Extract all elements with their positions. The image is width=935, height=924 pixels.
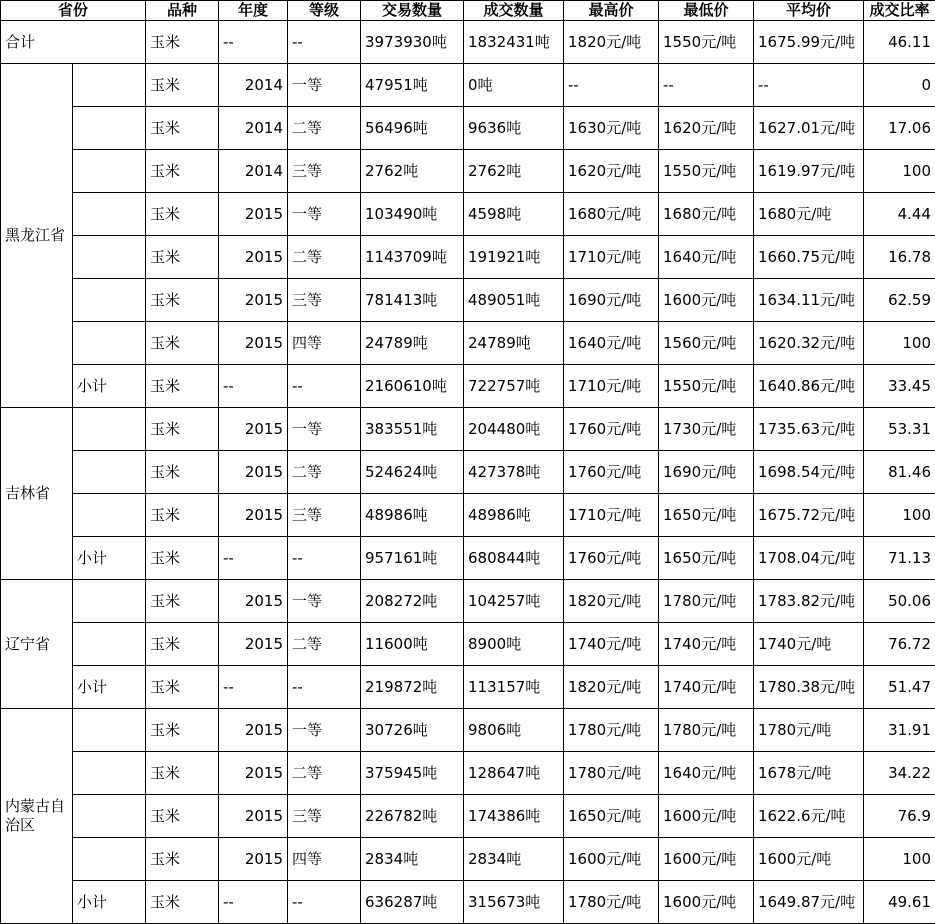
cell-trade-qty: 48986吨 <box>361 494 464 537</box>
cell-min-price: 1650元/吨 <box>659 494 754 537</box>
cell-year: 2015 <box>219 279 288 322</box>
cell-subtotal-label <box>73 580 146 623</box>
cell-min-price: 1780元/吨 <box>659 709 754 752</box>
table-row-subtotal <box>1 666 935 709</box>
cell-max-price: -- <box>564 64 659 107</box>
cell-deal-ratio: 34.22 <box>864 752 935 795</box>
cell-grade: 一等 <box>288 580 361 623</box>
cell-trade-qty: 1143709吨 <box>361 236 464 279</box>
cell-subtotal-label: 小计 <box>73 537 146 580</box>
cell-deal-ratio: 31.91 <box>864 709 935 752</box>
cell-variety: 玉米 <box>146 537 219 580</box>
cell-subtotal-label: 小计 <box>73 881 146 924</box>
cell-avg-price: 1675.99元/吨 <box>754 21 864 64</box>
cell-deal-ratio: 4.44 <box>864 193 935 236</box>
cell-deal-ratio: 17.06 <box>864 107 935 150</box>
cell-min-price: 1550元/吨 <box>659 365 754 408</box>
cell-avg-price: 1600元/吨 <box>754 838 864 881</box>
cell-subtotal-label: 小计 <box>73 365 146 408</box>
cell-year: 2015 <box>219 236 288 279</box>
cell-deal-qty: 8900吨 <box>464 623 564 666</box>
cell-subtotal-label <box>73 150 146 193</box>
cell-grade: 二等 <box>288 752 361 795</box>
table-row <box>1 107 935 150</box>
col-header-year: 年度 <box>219 1 288 21</box>
cell-max-price: 1780元/吨 <box>564 752 659 795</box>
cell-subtotal-label <box>73 408 146 451</box>
cell-grade: 四等 <box>288 322 361 365</box>
cell-deal-qty: 174386吨 <box>464 795 564 838</box>
cell-avg-price: 1698.54元/吨 <box>754 451 864 494</box>
cell-avg-price: 1735.63元/吨 <box>754 408 864 451</box>
cell-avg-price: 1620.32元/吨 <box>754 322 864 365</box>
cell-deal-ratio: 49.61 <box>864 881 935 924</box>
cell-deal-qty: 204480吨 <box>464 408 564 451</box>
cell-deal-ratio: 0 <box>864 64 935 107</box>
cell-avg-price: 1783.82元/吨 <box>754 580 864 623</box>
cell-deal-qty: 2834吨 <box>464 838 564 881</box>
cell-variety: 玉米 <box>146 279 219 322</box>
table-body <box>1 21 935 924</box>
cell-max-price: 1650元/吨 <box>564 795 659 838</box>
cell-min-price: 1550元/吨 <box>659 150 754 193</box>
cell-avg-price: 1622.6元/吨 <box>754 795 864 838</box>
table-row-subtotal <box>1 537 935 580</box>
cell-year: 2014 <box>219 150 288 193</box>
cell-grade: 二等 <box>288 623 361 666</box>
cell-min-price: 1600元/吨 <box>659 881 754 924</box>
cell-grade: 三等 <box>288 795 361 838</box>
cell-trade-qty: 208272吨 <box>361 580 464 623</box>
cell-max-price: 1620元/吨 <box>564 150 659 193</box>
cell-trade-qty: 2762吨 <box>361 150 464 193</box>
table-row-total <box>1 21 935 64</box>
cell-deal-qty: 315673吨 <box>464 881 564 924</box>
cell-max-price: 1600元/吨 <box>564 838 659 881</box>
table-row <box>1 709 935 752</box>
cell-subtotal-label <box>73 279 146 322</box>
table-row <box>1 451 935 494</box>
cell-year: -- <box>219 21 288 64</box>
table-row <box>1 838 935 881</box>
cell-max-price: 1760元/吨 <box>564 537 659 580</box>
table-row <box>1 795 935 838</box>
cell-grade: 三等 <box>288 279 361 322</box>
cell-min-price: 1600元/吨 <box>659 838 754 881</box>
cell-grade: 二等 <box>288 236 361 279</box>
cell-trade-qty: 47951吨 <box>361 64 464 107</box>
cell-trade-qty: 375945吨 <box>361 752 464 795</box>
cell-province: 辽宁省 <box>1 580 73 709</box>
table-row <box>1 193 935 236</box>
table-row <box>1 64 935 107</box>
cell-deal-ratio: 16.78 <box>864 236 935 279</box>
cell-year: 2015 <box>219 752 288 795</box>
cell-subtotal-label: 小计 <box>73 666 146 709</box>
cell-year: 2015 <box>219 838 288 881</box>
cell-trade-qty: 226782吨 <box>361 795 464 838</box>
cell-avg-price: 1634.11元/吨 <box>754 279 864 322</box>
cell-avg-price: 1619.97元/吨 <box>754 150 864 193</box>
cell-deal-qty: 24789吨 <box>464 322 564 365</box>
cell-deal-ratio: 71.13 <box>864 537 935 580</box>
table-row <box>1 623 935 666</box>
table-row <box>1 150 935 193</box>
cell-avg-price: 1780.38元/吨 <box>754 666 864 709</box>
table-row <box>1 752 935 795</box>
cell-min-price: 1740元/吨 <box>659 623 754 666</box>
cell-subtotal-label <box>73 107 146 150</box>
cell-province: 黑龙江省 <box>1 64 73 408</box>
cell-deal-ratio: 46.11 <box>864 21 935 64</box>
cell-trade-qty: 383551吨 <box>361 408 464 451</box>
cell-grade: 一等 <box>288 193 361 236</box>
cell-deal-qty: 9806吨 <box>464 709 564 752</box>
cell-variety: 玉米 <box>146 64 219 107</box>
cell-min-price: 1690元/吨 <box>659 451 754 494</box>
cell-grade: -- <box>288 666 361 709</box>
cell-variety: 玉米 <box>146 365 219 408</box>
cell-subtotal-label <box>73 623 146 666</box>
col-header-deal-qty: 成交数量 <box>464 1 564 21</box>
col-header-min-price: 最低价 <box>659 1 754 21</box>
cell-year: 2014 <box>219 107 288 150</box>
cell-avg-price: 1708.04元/吨 <box>754 537 864 580</box>
cell-deal-ratio: 62.59 <box>864 279 935 322</box>
cell-trade-qty: 957161吨 <box>361 537 464 580</box>
table-header-row <box>1 1 935 21</box>
cell-max-price: 1680元/吨 <box>564 193 659 236</box>
cell-grade: -- <box>288 881 361 924</box>
cell-grade: 二等 <box>288 451 361 494</box>
cell-deal-ratio: 53.31 <box>864 408 935 451</box>
cell-variety: 玉米 <box>146 580 219 623</box>
col-header-deal-ratio: 成交比率 <box>864 1 935 21</box>
cell-max-price: 1710元/吨 <box>564 494 659 537</box>
cell-max-price: 1760元/吨 <box>564 451 659 494</box>
cell-variety: 玉米 <box>146 494 219 537</box>
cell-min-price: 1600元/吨 <box>659 795 754 838</box>
cell-variety: 玉米 <box>146 451 219 494</box>
table-row <box>1 408 935 451</box>
cell-subtotal-label <box>73 795 146 838</box>
cell-grade: 三等 <box>288 494 361 537</box>
cell-deal-ratio: 76.72 <box>864 623 935 666</box>
cell-max-price: 1710元/吨 <box>564 236 659 279</box>
cell-avg-price: -- <box>754 64 864 107</box>
cell-variety: 玉米 <box>146 236 219 279</box>
cell-deal-qty: 128647吨 <box>464 752 564 795</box>
table-row <box>1 580 935 623</box>
cell-grade: 一等 <box>288 408 361 451</box>
cell-avg-price: 1640.86元/吨 <box>754 365 864 408</box>
col-header-variety: 品种 <box>146 1 219 21</box>
cell-avg-price: 1780元/吨 <box>754 709 864 752</box>
cell-trade-qty: 103490吨 <box>361 193 464 236</box>
col-header-max-price: 最高价 <box>564 1 659 21</box>
cell-grade: -- <box>288 21 361 64</box>
cell-subtotal-label <box>73 322 146 365</box>
cell-year: -- <box>219 365 288 408</box>
cell-deal-qty: 2762吨 <box>464 150 564 193</box>
cell-max-price: 1820元/吨 <box>564 666 659 709</box>
cell-max-price: 1820元/吨 <box>564 580 659 623</box>
cell-trade-qty: 56496吨 <box>361 107 464 150</box>
cell-max-price: 1760元/吨 <box>564 408 659 451</box>
cell-trade-qty: 524624吨 <box>361 451 464 494</box>
cell-subtotal-label <box>73 752 146 795</box>
cell-grade: -- <box>288 537 361 580</box>
cell-variety: 玉米 <box>146 838 219 881</box>
cell-variety: 玉米 <box>146 21 219 64</box>
cell-variety: 玉米 <box>146 752 219 795</box>
cell-year: -- <box>219 666 288 709</box>
cell-deal-ratio: 100 <box>864 150 935 193</box>
cell-year: 2015 <box>219 795 288 838</box>
cell-year: 2015 <box>219 580 288 623</box>
cell-min-price: 1640元/吨 <box>659 236 754 279</box>
cell-grade: 一等 <box>288 709 361 752</box>
cell-min-price: 1650元/吨 <box>659 537 754 580</box>
col-header-trade-qty: 交易数量 <box>361 1 464 21</box>
cell-trade-qty: 219872吨 <box>361 666 464 709</box>
table-row <box>1 236 935 279</box>
cell-deal-ratio: 81.46 <box>864 451 935 494</box>
cell-variety: 玉米 <box>146 881 219 924</box>
cell-deal-qty: 680844吨 <box>464 537 564 580</box>
cell-grade: 二等 <box>288 107 361 150</box>
cell-year: 2014 <box>219 64 288 107</box>
cell-subtotal-label <box>73 193 146 236</box>
cell-trade-qty: 11600吨 <box>361 623 464 666</box>
cell-avg-price: 1627.01元/吨 <box>754 107 864 150</box>
cell-trade-qty: 2834吨 <box>361 838 464 881</box>
cell-deal-ratio: 50.06 <box>864 580 935 623</box>
cell-trade-qty: 30726吨 <box>361 709 464 752</box>
cell-year: -- <box>219 881 288 924</box>
col-header-avg-price: 平均价 <box>754 1 864 21</box>
cell-variety: 玉米 <box>146 107 219 150</box>
cell-trade-qty: 2160610吨 <box>361 365 464 408</box>
cell-min-price: 1740元/吨 <box>659 666 754 709</box>
cell-min-price: -- <box>659 64 754 107</box>
cell-max-price: 1780元/吨 <box>564 881 659 924</box>
cell-variety: 玉米 <box>146 150 219 193</box>
cell-province: 合计 <box>1 21 146 64</box>
cell-year: 2015 <box>219 408 288 451</box>
cell-year: -- <box>219 537 288 580</box>
cell-deal-qty: 48986吨 <box>464 494 564 537</box>
table-row <box>1 494 935 537</box>
cell-trade-qty: 3973930吨 <box>361 21 464 64</box>
cell-variety: 玉米 <box>146 709 219 752</box>
cell-variety: 玉米 <box>146 623 219 666</box>
cell-deal-ratio: 100 <box>864 322 935 365</box>
cell-max-price: 1820元/吨 <box>564 21 659 64</box>
cell-subtotal-label <box>73 451 146 494</box>
cell-avg-price: 1660.75元/吨 <box>754 236 864 279</box>
cell-min-price: 1620元/吨 <box>659 107 754 150</box>
cell-deal-qty: 427378吨 <box>464 451 564 494</box>
col-header-grade: 等级 <box>288 1 361 21</box>
cell-avg-price: 1649.87元/吨 <box>754 881 864 924</box>
cell-min-price: 1730元/吨 <box>659 408 754 451</box>
cell-avg-price: 1680元/吨 <box>754 193 864 236</box>
cell-year: 2015 <box>219 623 288 666</box>
table-row-subtotal <box>1 365 935 408</box>
cell-deal-qty: 489051吨 <box>464 279 564 322</box>
cell-deal-qty: 0吨 <box>464 64 564 107</box>
table-row <box>1 279 935 322</box>
cell-deal-ratio: 100 <box>864 494 935 537</box>
cell-max-price: 1710元/吨 <box>564 365 659 408</box>
cell-grade: 一等 <box>288 64 361 107</box>
cell-variety: 玉米 <box>146 322 219 365</box>
cell-max-price: 1630元/吨 <box>564 107 659 150</box>
cell-deal-ratio: 76.9 <box>864 795 935 838</box>
cell-year: 2015 <box>219 451 288 494</box>
cell-grade: 四等 <box>288 838 361 881</box>
cell-subtotal-label <box>73 236 146 279</box>
cell-subtotal-label <box>73 838 146 881</box>
cell-max-price: 1740元/吨 <box>564 623 659 666</box>
cell-deal-qty: 113157吨 <box>464 666 564 709</box>
cell-max-price: 1690元/吨 <box>564 279 659 322</box>
cell-variety: 玉米 <box>146 795 219 838</box>
cell-avg-price: 1675.72元/吨 <box>754 494 864 537</box>
cell-deal-qty: 722757吨 <box>464 365 564 408</box>
cell-trade-qty: 24789吨 <box>361 322 464 365</box>
cell-avg-price: 1740元/吨 <box>754 623 864 666</box>
table-row-subtotal <box>1 881 935 924</box>
cell-min-price: 1680元/吨 <box>659 193 754 236</box>
cell-year: 2015 <box>219 193 288 236</box>
cell-avg-price: 1678元/吨 <box>754 752 864 795</box>
cell-year: 2015 <box>219 709 288 752</box>
cell-min-price: 1600元/吨 <box>659 279 754 322</box>
cell-subtotal-label <box>73 64 146 107</box>
cell-min-price: 1560元/吨 <box>659 322 754 365</box>
cell-year: 2015 <box>219 494 288 537</box>
cell-variety: 玉米 <box>146 408 219 451</box>
cell-variety: 玉米 <box>146 193 219 236</box>
cell-trade-qty: 781413吨 <box>361 279 464 322</box>
cell-deal-ratio: 51.47 <box>864 666 935 709</box>
cell-province: 吉林省 <box>1 408 73 580</box>
table-row <box>1 322 935 365</box>
cell-grade: 三等 <box>288 150 361 193</box>
col-header-province: 省份 <box>1 1 146 21</box>
cell-deal-qty: 4598吨 <box>464 193 564 236</box>
cell-min-price: 1550元/吨 <box>659 21 754 64</box>
cell-deal-ratio: 100 <box>864 838 935 881</box>
cell-subtotal-label <box>73 494 146 537</box>
cell-min-price: 1780元/吨 <box>659 580 754 623</box>
cell-year: 2015 <box>219 322 288 365</box>
cell-trade-qty: 636287吨 <box>361 881 464 924</box>
cell-province: 内蒙古自治区 <box>1 709 73 924</box>
cell-min-price: 1640元/吨 <box>659 752 754 795</box>
cell-subtotal-label <box>73 709 146 752</box>
cell-deal-qty: 1832431吨 <box>464 21 564 64</box>
cell-max-price: 1780元/吨 <box>564 709 659 752</box>
cell-deal-ratio: 33.45 <box>864 365 935 408</box>
cell-deal-qty: 191921吨 <box>464 236 564 279</box>
cell-deal-qty: 9636吨 <box>464 107 564 150</box>
cell-grade: -- <box>288 365 361 408</box>
cell-deal-qty: 104257吨 <box>464 580 564 623</box>
cell-max-price: 1640元/吨 <box>564 322 659 365</box>
cell-variety: 玉米 <box>146 666 219 709</box>
